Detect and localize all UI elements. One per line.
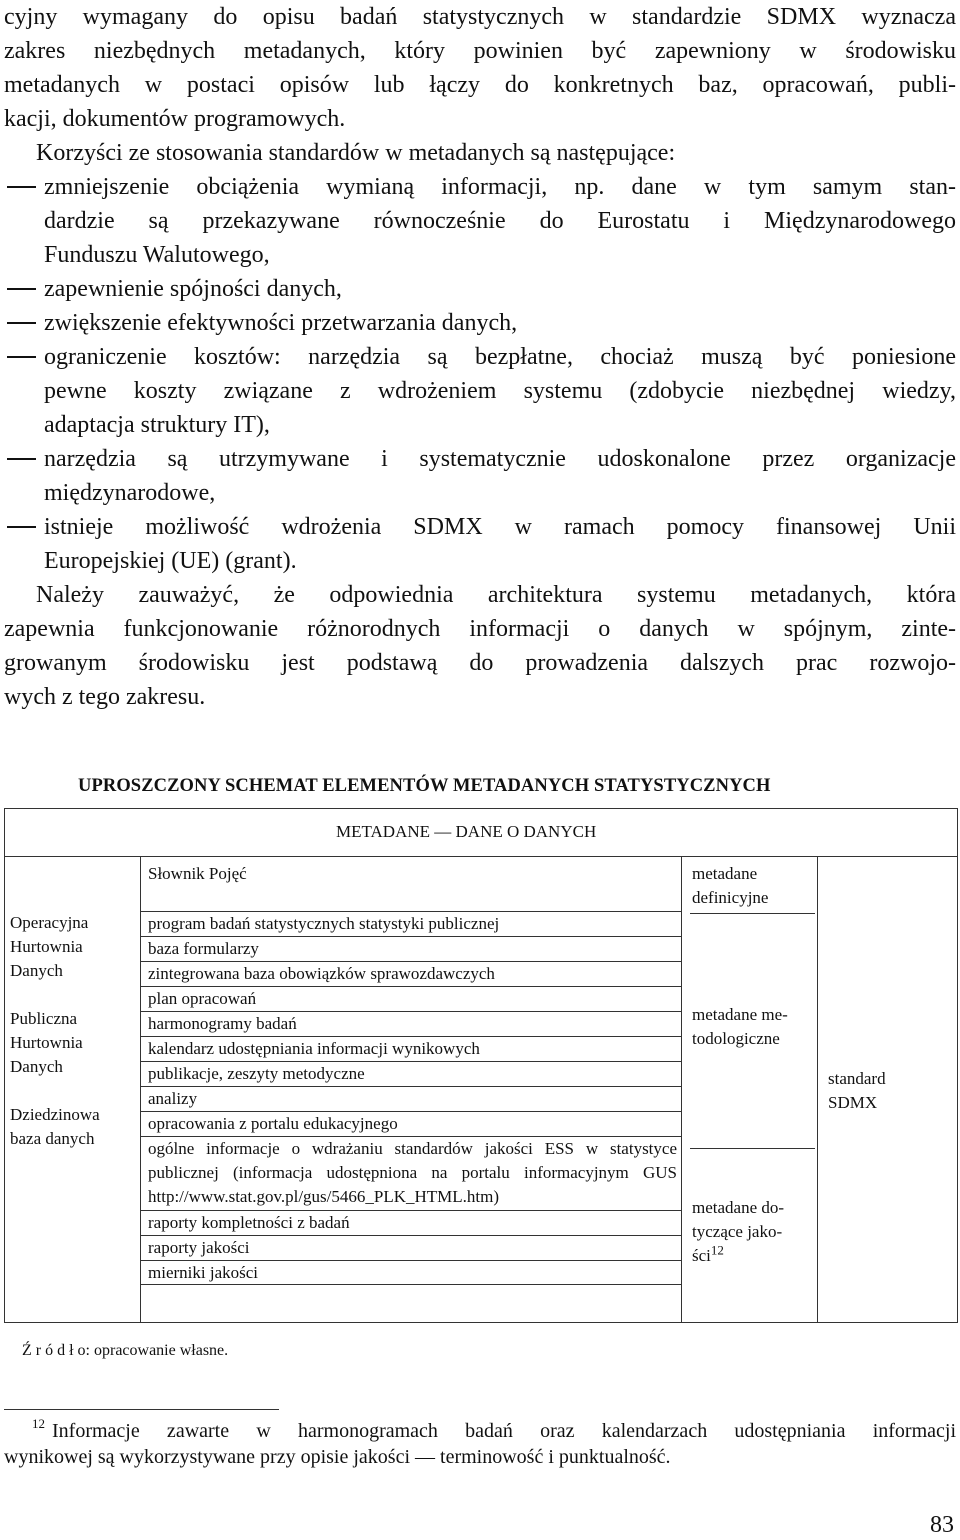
list-row: opracowania z portalu edukacyjnego	[140, 1111, 681, 1136]
text-line: SDMX	[828, 1093, 878, 1112]
bracket-line	[690, 913, 815, 914]
list-row: ogólne informacje o wdrażaniu standardów jakości ESS w statystyce publicznej (informacja udostępniona na portalu informacyjnym GUS http://www.stat.gov.pl/gus/5466_PLK_HTML.htm)	[140, 1136, 681, 1210]
list-row: mierniki jakości	[140, 1260, 681, 1285]
list-item	[4, 510, 956, 578]
text-line: zapewnia funkcjonowanie różnorodnych informacji o danych w spójnym, zinte-	[4, 616, 956, 642]
left-label: Dziedzinowa	[10, 1105, 100, 1124]
text-line: istnieje możliwość wdrożenia SDMX w ramach pomocy finansowej Unii	[44, 514, 956, 540]
divider	[681, 856, 682, 1322]
list-item	[4, 340, 956, 442]
text-line: zwiększenie efektywności przetwarzania danych,	[44, 310, 518, 336]
left-label: Publiczna	[10, 1009, 78, 1028]
left-label: Hurtownia	[10, 1033, 83, 1052]
text-line: zmniejszenie obciążenia wymianą informacji, np. dane w tym samym stan-	[44, 174, 956, 200]
dash-bullet	[7, 356, 36, 358]
left-label: Danych	[10, 961, 63, 980]
meta-methodological	[692, 1003, 788, 1051]
list-row: harmonogramy badań	[140, 1011, 681, 1036]
text-line: growanym środowisku jest podstawą do prowadzenia dalszych prac rozwojo-	[4, 650, 956, 676]
divider	[4, 856, 957, 857]
bracket-line	[690, 1148, 815, 1149]
footnote-rule	[4, 1409, 279, 1410]
list-row: program badań statystycznych statystyki publicznej	[140, 911, 681, 936]
metadata-list	[140, 911, 681, 1285]
figure-header: METADANE — DANE O DANYCH	[336, 822, 597, 841]
list-row: kalendarz udostępniania informacji wynikowych	[140, 1036, 681, 1061]
text-line: adaptacja struktury IT),	[44, 412, 270, 438]
dash-bullet	[7, 186, 36, 188]
divider	[817, 856, 818, 1322]
text-line: ści	[692, 1246, 711, 1265]
list-row: raporty jakości	[140, 1235, 681, 1260]
text-line: pewne koszty związane z wdrożeniem systemu (zdobycie niezbędnej wiedzy,	[44, 378, 956, 404]
list-row: zintegrowana baza obowiązków sprawozdawczych	[140, 961, 681, 986]
footnote-ref[interactable]: 12	[710, 1242, 724, 1258]
figure-title: UPROSZCZONY SCHEMAT ELEMENTÓW METADANYCH STATYSTYCZNYCH	[78, 776, 771, 796]
paragraph-intro	[4, 0, 956, 714]
text-line: wynikowej są wykorzystywane przy opisie jakości — terminowość i punktualność.	[4, 1446, 671, 1468]
text-line: Europejskiej (UE) (grant).	[44, 548, 297, 574]
text-line: metadane	[692, 864, 758, 883]
left-column	[10, 911, 138, 1151]
text-line: definicyjne	[692, 888, 769, 907]
text-line: standard	[828, 1069, 886, 1088]
text-line: Należy zauważyć, że odpowiednia architektura systemu metadanych, która	[36, 582, 956, 608]
text-line: Informacje zawarte w harmonogramach badań oraz kalendarzach udostępniania informacji	[52, 1420, 956, 1442]
list-row: plan opracowań	[140, 986, 681, 1011]
dash-bullet	[7, 288, 36, 290]
list-row: raporty kompletności z badań	[140, 1210, 681, 1235]
text-line: tyczące jako-	[692, 1222, 783, 1241]
text-line: ograniczenie kosztów: narzędzia są bezpłatne, chociaż muszą być poniesione	[44, 344, 956, 370]
list-item	[4, 170, 956, 272]
list-item	[4, 306, 956, 340]
list-item	[4, 442, 956, 510]
text-line: zapewnienie spójności danych,	[44, 276, 342, 302]
left-label: Hurtownia	[10, 937, 83, 956]
text-line: kacji, dokumentów programowych.	[4, 106, 346, 132]
list-item	[4, 272, 956, 306]
text-line: Funduszu Walutowego,	[44, 242, 270, 268]
list-row: publikacje, zeszyty metodyczne	[140, 1061, 681, 1086]
dash-bullet	[7, 526, 36, 528]
text-line: Korzyści ze stosowania standardów w metadanych są następujące:	[36, 140, 676, 166]
text-line: metadane me-	[692, 1005, 788, 1024]
text-line: międzynarodowe,	[44, 480, 216, 506]
footnote: 12 Informacje zawarte w harmonogramach badań oraz kalendarzach udostępniania informacji wynikowej są wykorzystywane przy opisie jakości — terminowość i punktualność.	[4, 1416, 956, 1468]
left-label: baza danych	[10, 1129, 95, 1148]
page-number: 83	[930, 1512, 954, 1538]
text-line: metadane do-	[692, 1198, 785, 1217]
list-row: baza formularzy	[140, 936, 681, 961]
text-line: dardzie są przekazywane równocześnie do Eurostatu i Międzynarodowego	[44, 208, 956, 234]
dash-bullet	[7, 322, 36, 324]
list-row: analizy	[140, 1086, 681, 1111]
text-line: zakres niezbędnych metadanych, który powinien być zapewniony w środowisku	[4, 38, 956, 64]
left-label: Danych	[10, 1057, 63, 1076]
text-line: wych z tego zakresu.	[4, 684, 206, 710]
dictionary-label: Słownik Pojęć	[148, 864, 247, 883]
meta-definitional	[692, 862, 768, 910]
text-line: metadanych w postaci opisów lub łączy do konkretnych baz, opracowań, publi-	[4, 72, 956, 98]
text-line: cyjny wymagany do opisu badań statystycznych w standardzie SDMX wyznacza	[4, 4, 956, 30]
left-label: Operacyjna	[10, 913, 89, 932]
standard-sdmx	[828, 1067, 886, 1115]
text-line: todologiczne	[692, 1029, 780, 1048]
meta-quality	[692, 1196, 784, 1268]
dash-bullet	[7, 458, 36, 460]
source-note: Ź r ó d ł o: opracowanie własne.	[22, 1342, 229, 1359]
text-line: narzędzia są utrzymywane i systematycznie udoskonalone przez organizacje	[44, 446, 956, 472]
